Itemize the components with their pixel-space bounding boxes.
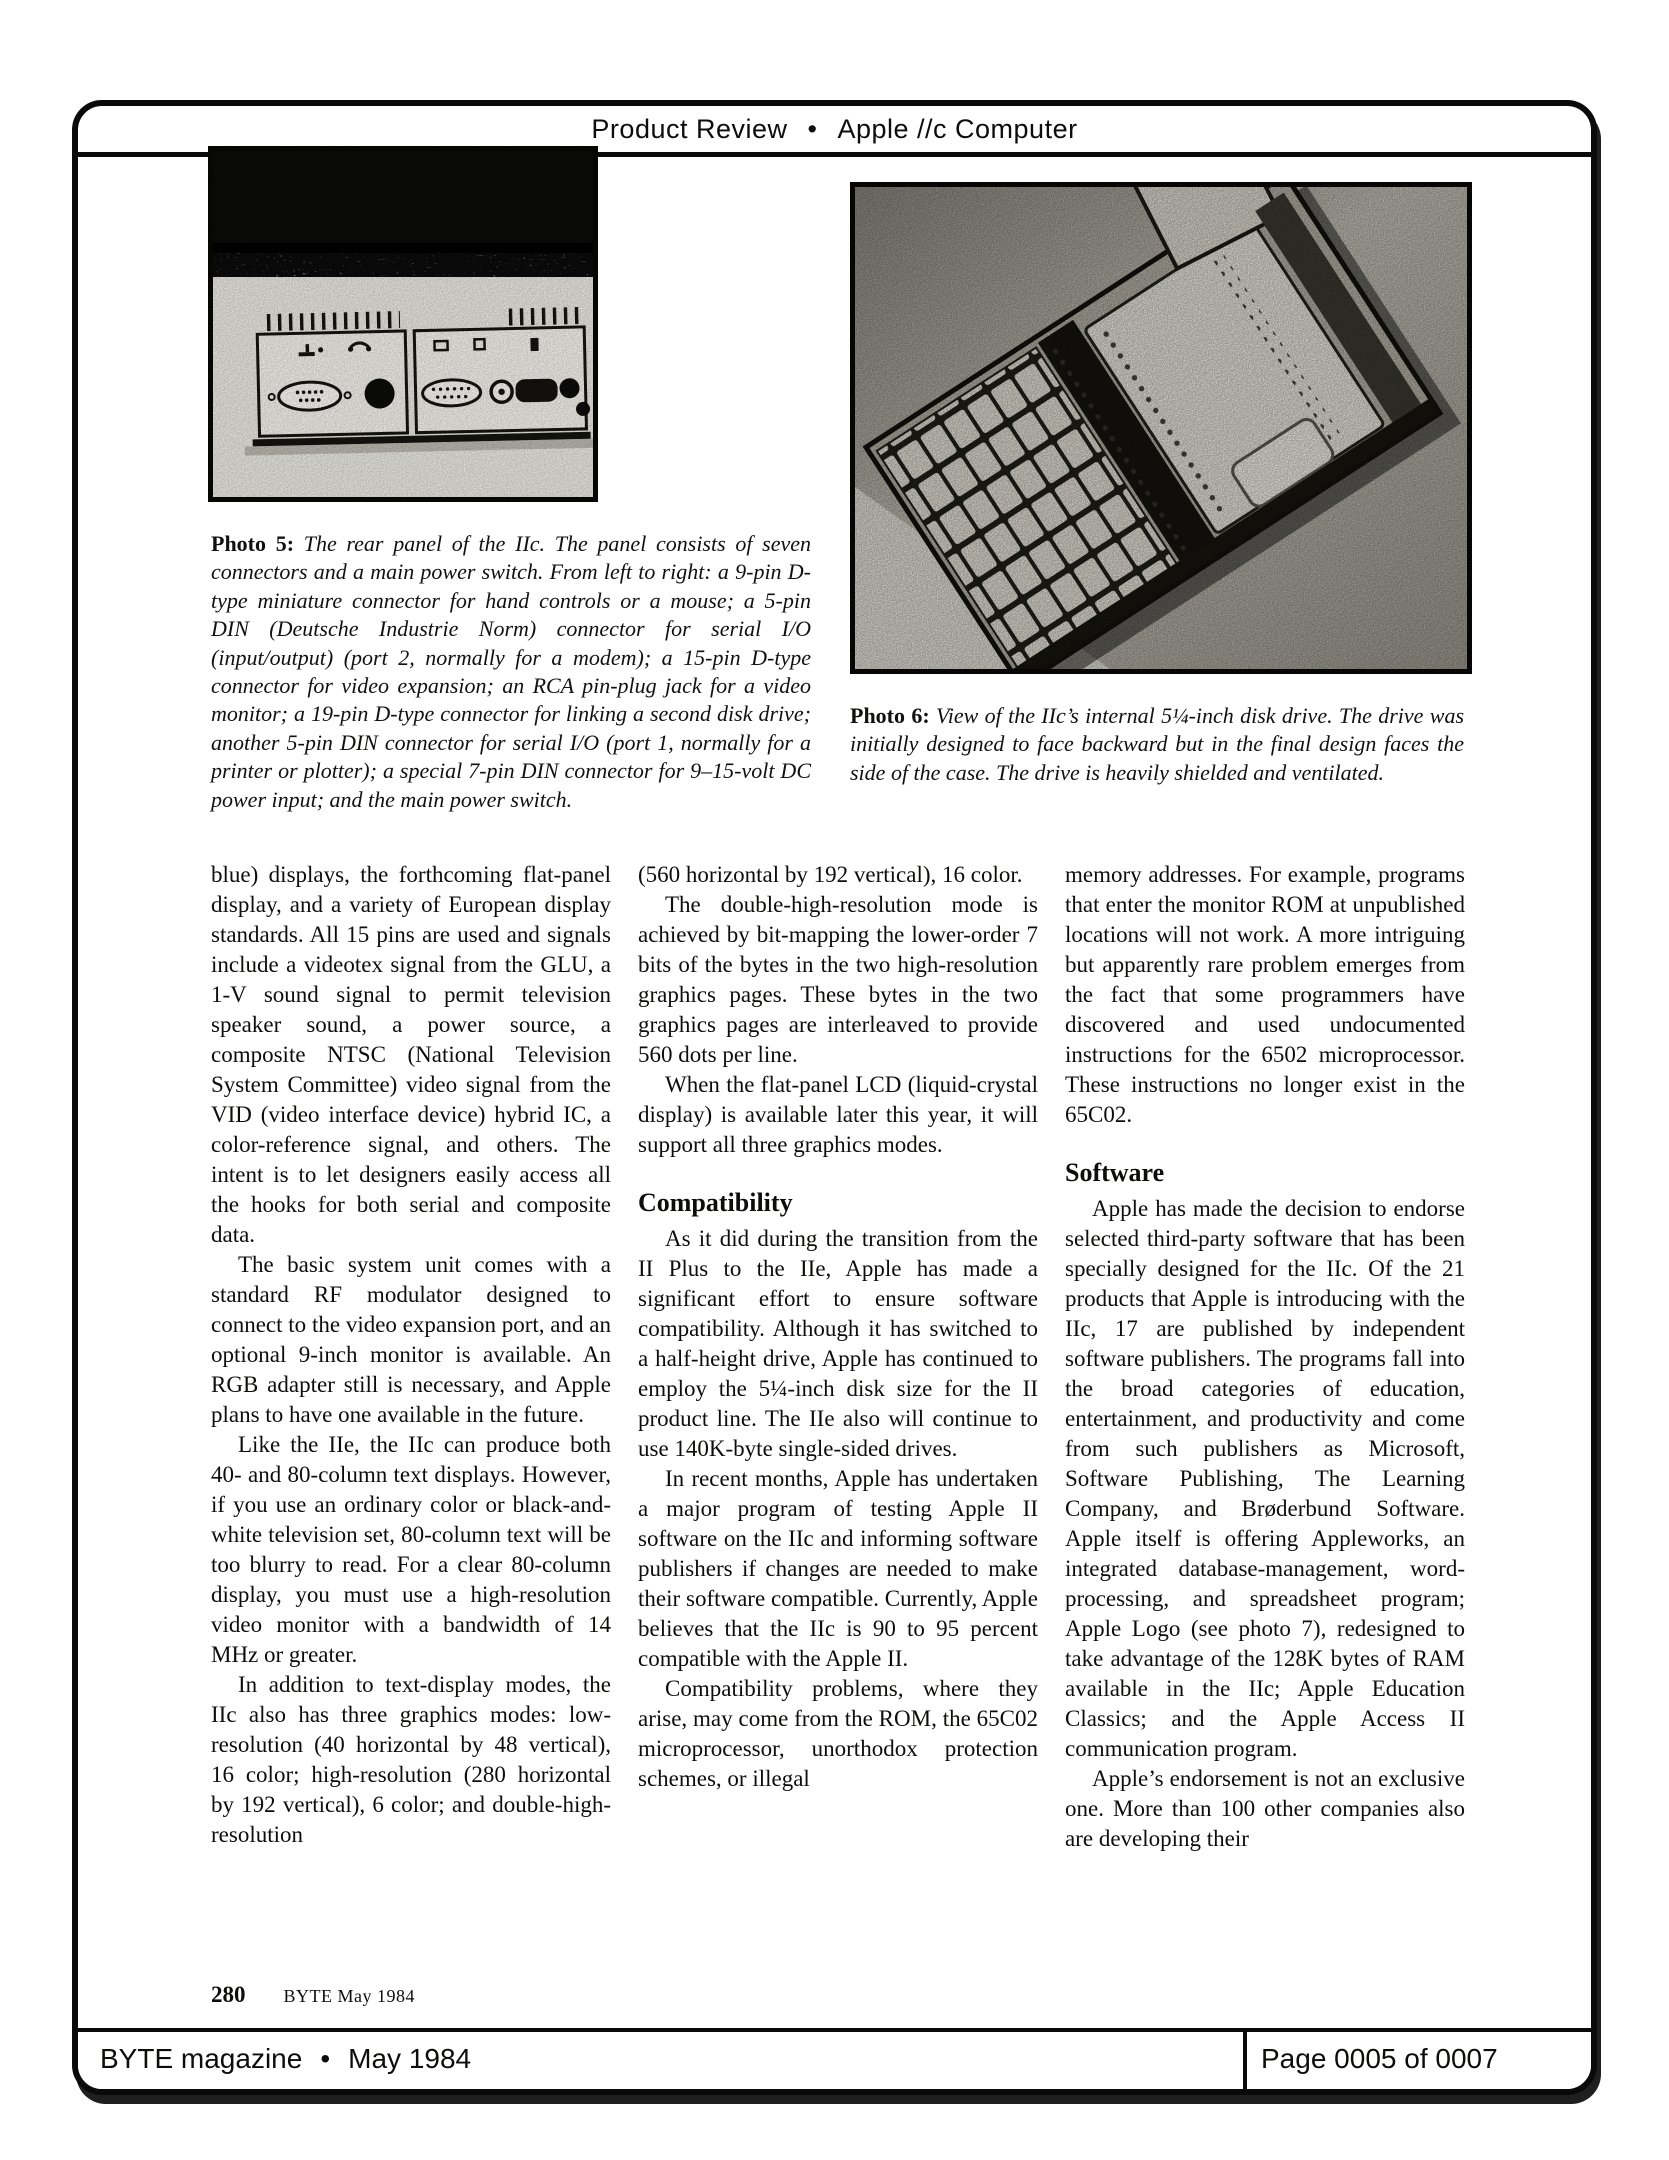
magazine-page (72, 100, 1597, 2095)
header-separator: • (807, 114, 818, 144)
paragraph: As it did during the transition from the II Plus to the IIe, Apple has made a significant effort to ensure software compatibility. Although it has switched to a half-height drive, Apple has continued to employ the 5¼-inch disk size for the II product line. The IIe also will continue to use 140K-byte single-sided drives. (638, 1226, 1038, 1461)
column-3 (1065, 860, 1465, 1854)
photo6-caption-text: View of the IIc’s internal 5¼-inch disk drive. The drive was initially designed to face backward but in the final design faces the side of the case. The drive is heavily shielded and ventilated. (850, 703, 1465, 785)
paragraph: Like the IIe, the IIc can produce both 40- and 80-column text displays. However, if you use an ordinary color or black-and-white television set, 80-column text will be too blurry to read. For a clear 80-column display, you must use a high-resolution video monitor with a bandwidth of 14 MHz or greater. (211, 1432, 611, 1667)
magazine-page-number: 280 (211, 1982, 246, 2007)
column-2 (638, 860, 1038, 1854)
paragraph: The double-high-resolution mode is achieved by bit-mapping the lower-order 7 bits of the bytes in the two high-resolution graphics pages. These bytes in the two graphics pages are interleaved to provide 560 dots per line. (638, 892, 1038, 1067)
paragraph: memory addresses. For example, programs that enter the monitor ROM at unpublished locations will not work. A more intriguing but apparently rare problem emerges from the fact that some programmers have discovered and used undocumented instructions for the 6502 microprocessor. These instructions no longer exist in the 65C02. (1065, 862, 1465, 1127)
paragraph: The basic system unit comes with a standard RF modulator designed to connect to the video expansion port, and an optional 9-inch monitor is available. An RGB adapter still is necessary, and Apple plans to have one available in the future. (211, 1252, 611, 1427)
footer-separator: • (320, 2043, 331, 2074)
paragraph: Apple’s endorsement is not an exclusive one. More than 100 other companies also are developing their (1065, 1766, 1465, 1851)
photo6-caption-label: Photo 6: (850, 703, 930, 728)
paragraph: In recent months, Apple has undertaken a major program of testing Apple II software on the IIc and informing software publishers if changes are needed to make their software compatible. Currently, Apple believes that the IIc is 90 to 95 percent compatible with the Apple II. (638, 1466, 1038, 1671)
section-heading-software: Software (1065, 1158, 1165, 1187)
disk-drive-photo-graphic (855, 187, 1467, 669)
paragraph: (560 horizontal by 192 vertical), 16 color. (638, 862, 1023, 887)
photo6-caption (850, 702, 1464, 787)
viewer-footer-source (78, 2032, 1243, 2089)
magazine-issue-label: BYTE May 1984 (283, 1986, 415, 2006)
viewer-page-indicator (1243, 2032, 1591, 2089)
section-heading-compatibility: Compatibility (638, 1188, 793, 1217)
article-body (211, 860, 1465, 1854)
photo5-caption-label: Photo 5: (211, 531, 295, 556)
footer-magazine-name: BYTE magazine (100, 2043, 303, 2074)
viewer-footer (78, 2028, 1591, 2089)
photo5-caption-text: The rear panel of the IIc. The panel consists of seven connectors and a main power switch. From left to right: a 9-pin D-type miniature connector for hand controls or a mouse; a 5-pin DIN (Deutsche Industrie Norm) connector for serial I/O (input/output) (port 2, normally for a modem); a 15-pin D-type connector for video expansion; an RCA pin-plug jack for a video monitor; a 19-pin D-type connector for linking a second disk drive; another 5-pin DIN connector for serial I/O (port 1, normally for a printer or plotter); a special 7-pin DIN connector for 9–15-volt DC power input; and the main power switch. (211, 531, 812, 812)
photo5-image (208, 146, 598, 502)
paragraph: In addition to text-display modes, the IIc also has three graphics modes: low-resolution (40 horizontal by 48 vertical), 16 color; high-resolution (280 horizontal by 192 vertical), 6 color; and double-high-resolution (211, 1672, 611, 1847)
paragraph: Apple has made the decision to endorse selected third-party software that has been specially designed for the IIc. Of the 21 products that Apple is introducing with the IIc, 17 are published by independent software publishers. The programs fall into the broad categories of education, entertainment, and productivity and come from such publishers as Microsoft, Software Publishing, The Learning Company, and Brøderbund Software. Apple itself is offering Appleworks, an integrated database-management, word-processing, and spreadsheet program; Apple Logo (see photo 7), redesigned to take advantage of the 128K bytes of RAM available in the IIc; Apple Education Classics; and the Apple Access II communication program. (1065, 1196, 1465, 1761)
paragraph: When the flat-panel LCD (liquid-crystal display) is available later this year, it will support all three graphics modes. (638, 1072, 1038, 1157)
header-section-label: Product Review (591, 114, 788, 144)
footer-issue-date: May 1984 (348, 2043, 472, 2074)
magazine-folio (211, 1982, 415, 2008)
paragraph: Compatibility problems, where they arise, may come from the ROM, the 65C02 microprocessor, unorthodox protection schemes, or illegal (638, 1676, 1038, 1791)
rear-panel-photo-graphic (213, 151, 593, 497)
photo5-caption (211, 530, 811, 814)
column-1 (211, 860, 611, 1854)
header-article-title: Apple //c Computer (837, 114, 1078, 144)
paragraph: blue) displays, the forthcoming flat-panel display, and a variety of European display standards. All 15 pins are used and signals include a videotex signal from the GLU, a 1-V sound signal to permit television speaker sound, a power source, a composite NTSC (National Television System Committee) video signal from the VID (video interface device) hybrid IC, a color-reference signal, and others. The intent is to let designers easily access all the hooks for both serial and composite data. (211, 862, 611, 1247)
page-indicator-text: Page 0005 of 0007 (1261, 2043, 1498, 2074)
photo6-image (850, 182, 1472, 674)
